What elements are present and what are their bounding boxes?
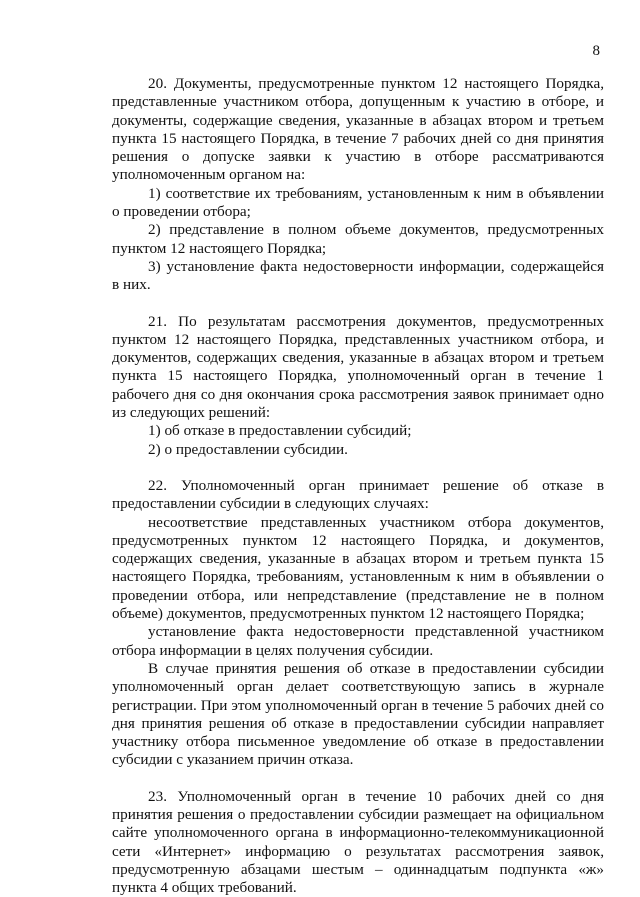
paragraph-20-item-3: 3) установление факта недостоверности информации, содержащейся в них. xyxy=(112,257,604,294)
paragraph-spacer xyxy=(112,770,604,788)
paragraph-22-case-1: несоответствие представленных участником отбора документов, предусмотренных пунктом 12 настоящего Порядка, и документов, содержащих сведения, указанные в абзацах втором и третьем пункта 15 настоящего Порядка, требованиям, установленным к ним в объявлении о проведении отбора, или непредставление (представление не в полном объеме) документов, предусмотренных пунктом 12 настоящего Порядка; xyxy=(112,513,604,623)
paragraph-20-intro: 20. Документы, предусмотренные пунктом 12 настоящего Порядка, представленные участником отбора, допущенным к участию в отборе, и документы, содержащие сведения, указанные в абзацах втором и третьем пункта 15 настоящего Порядка, в течение 7 рабочих дней со дня принятия решения о допуске заявки к участию в отборе рассматриваются уполномоченным органом на: xyxy=(112,75,604,184)
paragraph-23: 23. Уполномоченный орган в течение 10 рабочих дней со дня принятия решения о предоставлении субсидии размещает на официальном сайте уполномоченного органа в информационно-телекоммуникационной сети «Интернет» информацию о результатах рассмотрения заявок, предусмотренную абзацами шестым – одиннадцатым подпункта «ж» пункта 4 общих требований. xyxy=(112,787,604,897)
paragraph-22-intro: 22. Уполномоченный орган принимает решение об отказе в предоставлении субсидии в следующих случаях: xyxy=(112,476,604,513)
paragraph-21-item-1: 1) об отказе в предоставлении субсидий; xyxy=(148,422,412,440)
paragraph-20-item-1: 1) соответствие их требованиям, установленным к ним в объявлении о проведении отбора; xyxy=(112,184,604,221)
paragraph-20-item-2: 2) представление в полном объеме документов, предусмотренных пунктом 12 настоящего Порядка; xyxy=(112,221,604,257)
paragraph-21-intro: 21. По результатам рассмотрения документов, предусмотренных пунктом 12 настоящего Порядка, представленных участником отбора, и документов, содержащих сведения, указанные в абзацах втором и третьем пункта 15 настоящего Порядка, уполномоченный орган в течение 1 рабочего дня со дня окончания срока рассмотрения заявок принимает одно из следующих решений: xyxy=(112,312,604,422)
paragraph-spacer xyxy=(112,295,604,313)
paragraph-spacer xyxy=(112,459,604,477)
paragraph-21-item-2: 2) о предоставлении субсидии. xyxy=(148,440,348,458)
page-number: 8 xyxy=(592,43,600,59)
paragraph-22-case-2: установление факта недостоверности представленной участником отбора информации в целях получения субсидии. xyxy=(112,623,604,659)
document-body xyxy=(112,75,604,897)
paragraph-22-notice: В случае принятия решения об отказе в предоставлении субсидии уполномоченный орган делает соответствующую запись в журнале регистрации. При этом уполномоченный орган в течение 5 рабочих дней со дня принятия решения об отказе в предоставлении субсидии направляет участнику отбора письменное уведомление об отказе в предоставлении субсидии с указанием причин отказа. xyxy=(112,659,604,769)
